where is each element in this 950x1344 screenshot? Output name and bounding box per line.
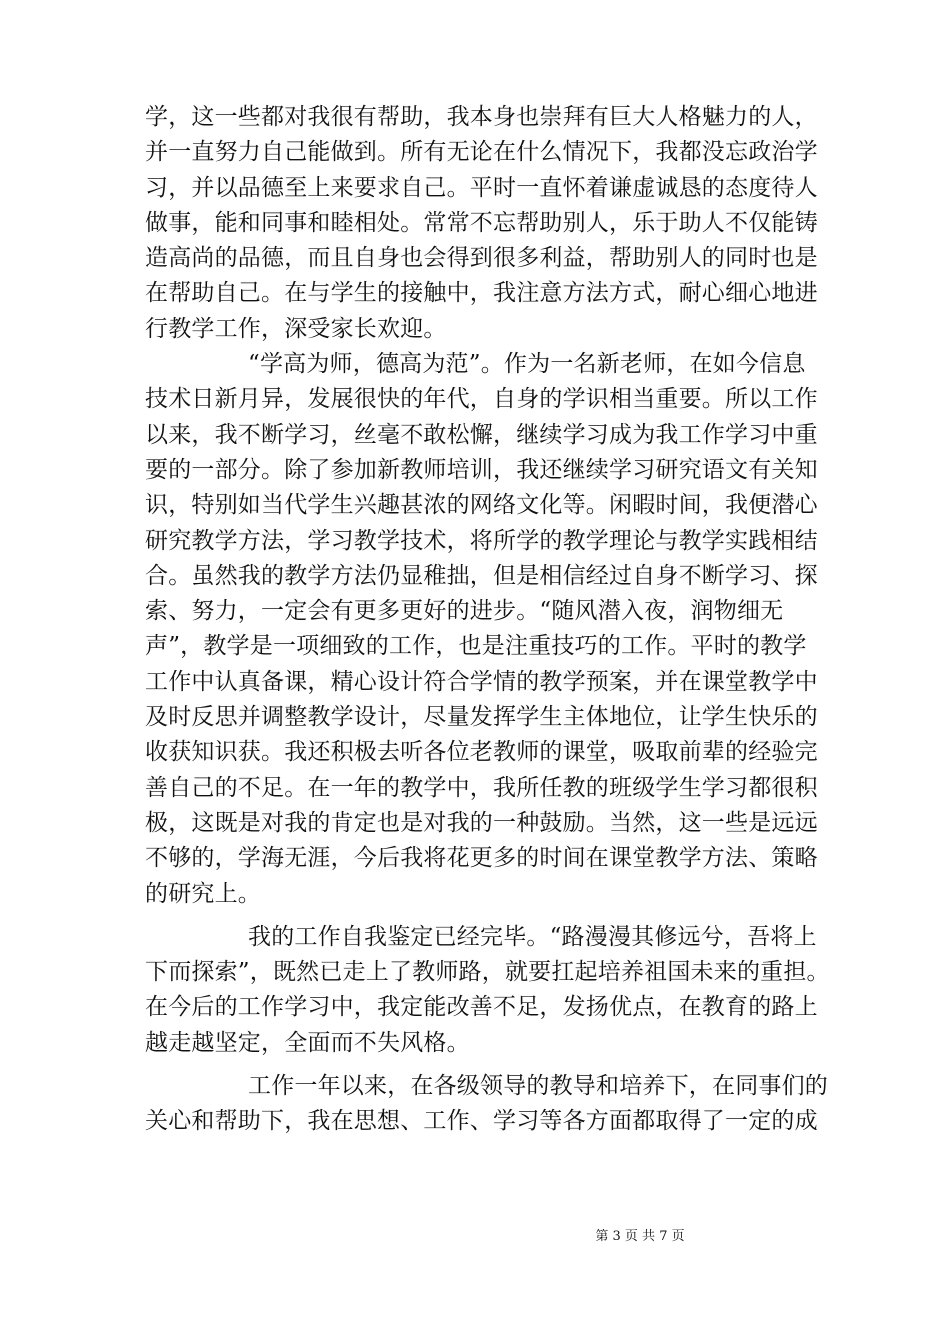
paragraph-start-line: 工作一年以来，在各级领导的教导和培养下，在同事们的 [248,1073,828,1100]
text-line: 习，并以品德至上来要求自己。平时一直怀着谦虚诚恳的态度待人 [145,174,818,201]
text-line: 行教学工作，深受家长欢迎。 [145,315,447,342]
text-line: 的研究上。 [145,880,261,907]
paragraph-gap [145,1061,810,1069]
text-line: 要的一部分。除了参加新教师培训，我还继续学习研究语文有关知 [145,456,818,483]
text-line: 技术日新月异，发展很快的年代，自身的学识相当重要。所以工作 [145,386,818,413]
text-line: 下而探索”，既然已走上了教师路，就要扛起培养祖国未来的重担。 [145,959,830,986]
text-line: 极，这既是对我的肯定也是对我的一种鼓励。当然，这一些是远远 [145,809,818,836]
paragraph-start-line: 我的工作自我鉴定已经完毕。“路漫漫其修远兮，吾将上 [248,923,817,950]
text-line: 以来，我不断学习，丝毫不敢松懈，继续学习成为我工作学习中重 [145,421,818,448]
text-line: 并一直努力自己能做到。所有无论在什么情况下，我都没忘政治学 [145,139,818,166]
text-line: 收获知识获。我还积极去听各位老教师的课堂，吸取前辈的经验完 [145,739,818,766]
text-line: 做事，能和同事和睦相处。常常不忘帮助别人，乐于助人不仅能铸 [145,209,818,236]
text-line: 关心和帮助下，我在思想、工作、学习等各方面都取得了一定的成 [145,1108,818,1135]
text-line: 不够的，学海无涯，今后我将花更多的时间在课堂教学方法、策略 [145,845,818,872]
paragraph-gap [145,912,810,920]
text-line: 索、努力，一定会有更多更好的进步。“随风潜入夜，润物细无 [145,598,784,625]
text-line: 识，特别如当代学生兴趣甚浓的网络文化等。闲暇时间，我便潜心 [145,492,818,519]
text-line: 合。虽然我的教学方法仍显稚拙，但是相信经过自身不断学习、探 [145,562,818,589]
text-line: 善自己的不足。在一年的教学中，我所任教的班级学生学习都很积 [145,774,818,801]
page-number: 第 3 页 共 7 页 [595,1229,685,1244]
text-line: 在今后的工作学习中，我定能改善不足，发扬优点，在教育的路上 [145,994,818,1021]
paragraph-start-line: “学高为师，德高为范”。作为一名新老师，在如今信息 [248,351,806,378]
body-text [145,100,830,1140]
text-line: 学，这一些都对我很有帮助，我本身也崇拜有巨大人格魅力的人， [145,104,818,130]
text-line: 越走越坚定，全面而不失风格。 [145,1029,470,1056]
text-line: 声”，教学是一项细致的工作，也是注重技巧的工作。平时的教学 [145,633,807,660]
text-line: 造高尚的品德，而且自身也会得到很多利益，帮助别人的同时也是 [145,245,818,272]
text-line: 研究教学方法，学习教学技术，将所学的教学理论与教学实践相结 [145,527,818,554]
text-line: 工作中认真备课，精心设计符合学情的教学预案，并在课堂教学中 [145,668,818,695]
text-line: 在帮助自己。在与学生的接触中，我注意方法方式，耐心细心地进 [145,280,818,307]
text-line: 及时反思并调整教学设计，尽量发挥学生主体地位，让学生快乐的 [145,704,818,731]
